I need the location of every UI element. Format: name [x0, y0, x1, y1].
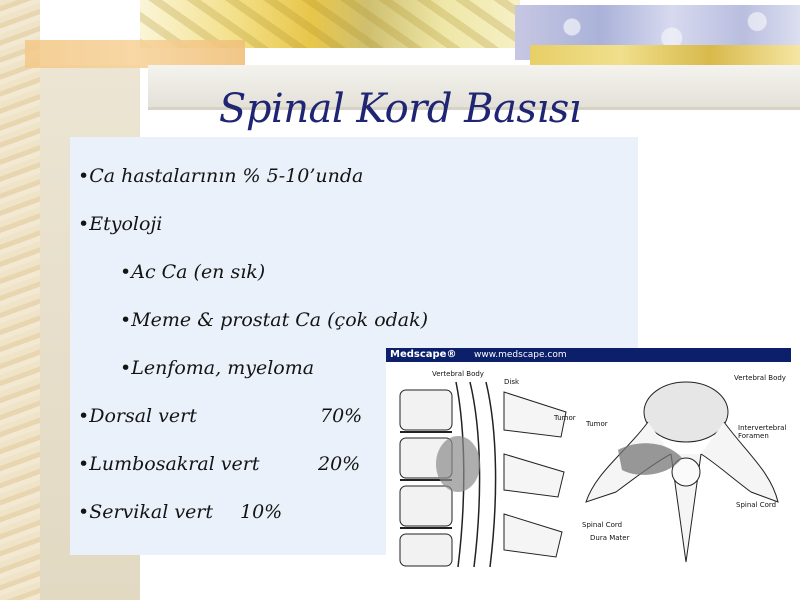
- bullet-dot: •: [78, 453, 90, 475]
- bullet-item: [78, 213, 162, 235]
- tumor-shape: [436, 436, 480, 492]
- decorative-orange-strip: [25, 40, 245, 68]
- percentage-value: 10%: [240, 501, 283, 523]
- bullet-text: Servikal vert: [89, 501, 214, 523]
- spinal-anatomy-figure: [386, 348, 791, 570]
- bullet-dot: •: [120, 309, 132, 331]
- bullet-dot: •: [78, 165, 90, 187]
- bullet-text: Ca hastalarının % 5-10’unda: [89, 165, 364, 187]
- bullet-dot: •: [120, 357, 132, 379]
- label-disk: Disk: [504, 378, 520, 386]
- percentage-value: 70%: [320, 405, 363, 427]
- sub-bullet-item: [120, 261, 265, 283]
- bullet-dot: •: [120, 261, 132, 283]
- bullet-text: Dorsal vert: [89, 405, 197, 427]
- sagittal-spine-drawing: [400, 382, 566, 567]
- decorative-gold-strip: [530, 45, 800, 65]
- bullet-item: [78, 165, 363, 187]
- medscape-header: [386, 348, 791, 362]
- slide-title: Spinal Kord Basısı: [218, 86, 582, 132]
- bullet-dot: •: [78, 501, 90, 523]
- medscape-url: www.medscape.com: [474, 350, 567, 360]
- label-vertebral-body: Vertebral Body: [432, 370, 484, 378]
- medscape-logo: Medscape®: [390, 349, 457, 360]
- label-tumor: Tumor: [586, 420, 608, 428]
- bullet-text: Meme & prostat Ca (çok odak): [131, 309, 429, 331]
- label-vertebral-body: Vertebral Body: [734, 374, 786, 382]
- bullet-text: Ac Ca (en sık): [131, 261, 266, 283]
- percentage-value: 20%: [318, 453, 361, 475]
- sub-bullet-item: [120, 309, 428, 331]
- label-spinal-cord: Spinal Cord: [736, 501, 777, 509]
- label-foramen: Foramen: [738, 432, 769, 440]
- bullet-text: Lumbosakral vert: [89, 453, 260, 475]
- label-dura-mater: Dura Mater: [590, 534, 630, 542]
- label-spinal-cord: Spinal Cord: [582, 521, 623, 529]
- label-tumor: Tumor: [554, 414, 576, 422]
- bullet-item: [78, 501, 213, 523]
- bullet-dot: •: [78, 405, 90, 427]
- bullet-item: [78, 453, 260, 475]
- label-intervertebral: Intervertebral: [738, 424, 787, 432]
- anatomy-illustration: [386, 362, 791, 570]
- bullet-text: Etyoloji: [89, 213, 163, 235]
- bullet-dot: •: [78, 213, 90, 235]
- sub-bullet-item: [120, 357, 314, 379]
- bullet-item: [78, 405, 197, 427]
- bullet-text: Lenfoma, myeloma: [131, 357, 315, 379]
